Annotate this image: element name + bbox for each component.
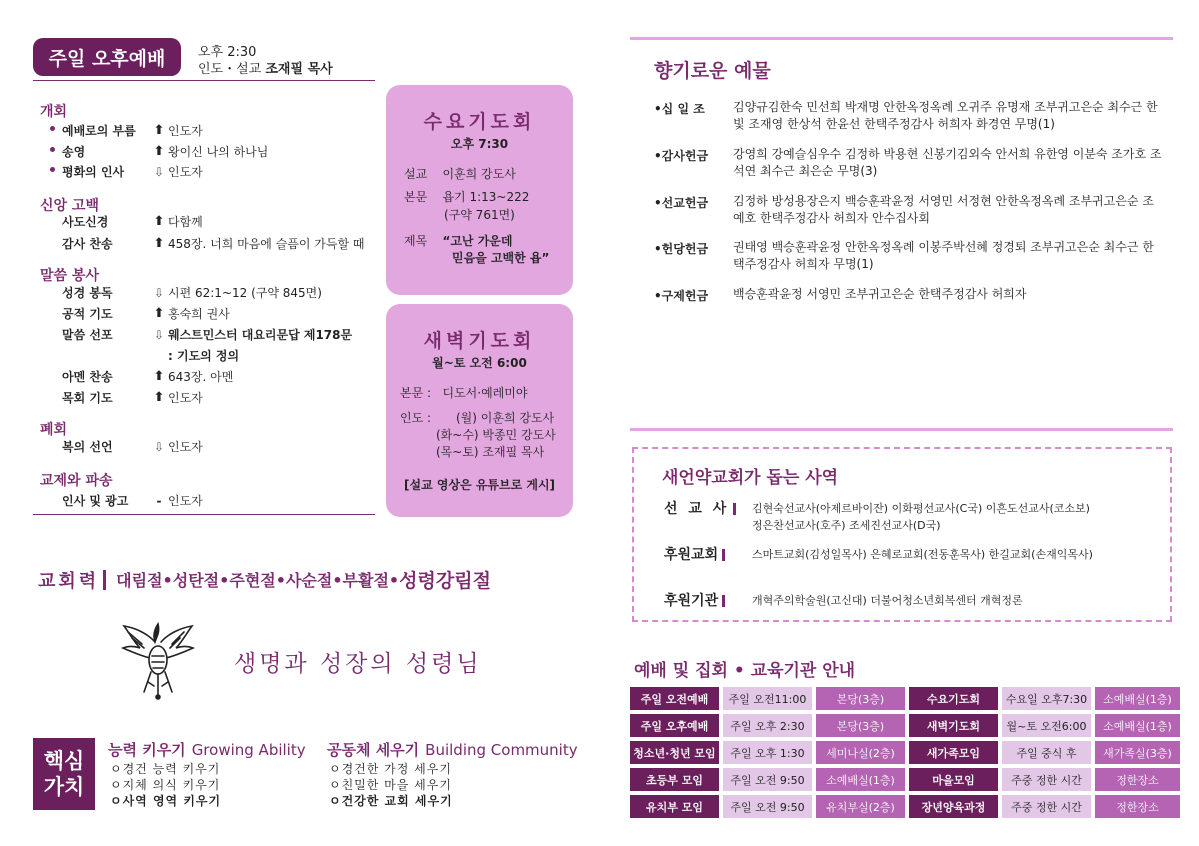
divider-bottom [33,514,375,515]
section-opening: 개회 [40,104,68,120]
dove-icon [120,616,196,702]
core-value-item: ㅇ건강한 교회 세우기 [329,794,453,808]
offering-names: 백승훈곽윤정 서영민 조부귀고은순 한택주정감사 허희자 [733,287,1027,301]
stand-up-icon: ⬆ [153,390,165,405]
schedule-cell: 주일 오전예배 [630,687,719,710]
wednesday-prayer-box [386,85,573,295]
dawn-text: 본문 : 디도서·예레미야 [400,386,528,400]
schedule-cell: 새가족실(3층) [1095,741,1180,764]
bullet-icon [50,167,55,172]
schedule-cell: 주일 오후예배 [630,714,719,737]
sit-down-icon: ⇩ [153,327,165,342]
sit-down-icon: ⇩ [153,164,165,179]
ministry-label: 후원기관 [664,590,725,610]
stand-up-icon: ⬆ [153,369,165,384]
wednesday-theme-2: 믿음을 고백한 욥” [452,251,550,265]
schedule-cell: 소예배실(1층) [816,768,905,791]
church-calendar [38,566,491,593]
stand-up-icon: ⬆ [153,144,165,159]
dawn-leader: (목~토) 조재필 목사 [436,445,545,459]
offering-label: •감사헌금 [654,149,709,163]
schedule-cell: 소예배실(1층) [1095,687,1180,710]
ministry-names: 스마트교회(김성일목사) 은혜로교회(전동훈목사) 한길교회(손재익목사) [752,548,1093,561]
schedule-cell: 주일 오후 2:30 [723,714,812,737]
schedule-cell: 주중 정한 시간 [1002,795,1091,818]
schedule-cell: 세미나실(2층) [816,741,905,764]
offerings-divider [630,37,1173,40]
schedule-cell: 마을모임 [909,768,998,791]
schedule-cell: 유치부실(2층) [816,795,905,818]
dawn-leader: (월) 이훈희 강도사 [456,411,555,425]
wednesday-text: 본문 욥기 1:13~222 [404,190,530,204]
offering-label: •헌당헌금 [654,242,709,256]
core-value-ability-title: 능력 키우기 Growing Ability [108,741,306,759]
wednesday-preacher: 설교 이훈희 강도사 [404,167,516,181]
wednesday-theme: 제목 “고난 가운데 [404,234,513,248]
dash-marker: - [156,493,162,508]
schedule-cell: 청소년·청년 모임 [630,741,719,764]
order-item: 사도신경 ⬆ 다함께 [62,214,203,229]
stand-up-icon: ⬆ [153,306,165,321]
core-value-community-title: 공동체 세우기 Building Community [327,741,578,759]
wednesday-time: 오후 7:30 [450,137,509,151]
schedule-cell: 초등부 모임 [630,768,719,791]
order-item: 아멘 찬송 ⬆ 643장. 아멘 [62,369,234,384]
schedule-cell: 수요기도회 [909,687,998,710]
schedule-cell: 주일 오전 9:50 [723,768,812,791]
stand-up-icon: ⬆ [153,214,165,229]
ministries-divider [630,428,1173,431]
ministry-label: 후원교회 [664,544,725,564]
order-item: 평화의 인사 ⇩ 인도자 [62,163,203,180]
order-item: 감사 찬송 ⬆ 458장. 너희 마음에 슬픔이 가득할 때 [62,236,365,251]
schedule-cell: 장년양육과정 [909,795,998,818]
dawn-time: 월~토 오전 6:00 [432,356,527,370]
offering-label: •구제헌금 [654,289,709,303]
section-closing: 폐회 [40,422,68,438]
sunday-afternoon-title: 주일 오후예배 [33,38,181,76]
schedule-cell: 유치부 모임 [630,795,719,818]
core-value-item: ㅇ친밀한 마을 세우기 [329,778,452,792]
order-item: 송영 ⬆ 왕이신 나의 하나님 [62,143,268,160]
calendar-caption: 생명과 성장의 성령님 [234,651,482,677]
core-value-item: ㅇ경건한 가정 세우기 [329,762,452,776]
sunday-afternoon-info [198,44,333,78]
calendar-seasons: 대림절•성탄절•주현절•사순절•부활절• [116,571,400,590]
order-item: 예배로의 부름 ⬆ 인도자 [62,122,203,139]
order-item: 공적 기도 ⬆ 홍숙희 권사 [62,306,230,321]
bullet-icon [50,147,55,152]
dawn-notice: [설교 영상은 유튜브로 게시] [404,478,556,492]
schedule-cell: 정한장소 [1095,768,1180,791]
schedule-cell: 주일 오전11:00 [723,687,812,710]
schedule-cell: 새벽기도회 [909,714,998,737]
stand-up-icon: ⬆ [153,236,165,251]
offering-names: 김양규김한숙 민선희 박재명 안한옥정옥례 오귀주 유명재 조부귀고은순 최수근 한빛 조재영 한상석 한윤선 한택주정감사 허희자 화경연 무명(1) [733,100,1158,131]
ministry-label: 선 교 사 [664,498,736,518]
calendar-current-season: 성령강림절 [399,570,491,592]
section-confession: 신앙 고백 [40,198,99,214]
schedule-cell: 주중 정한 시간 [1002,768,1091,791]
schedule-cell: 정한장소 [1095,795,1180,818]
schedule-cell: 수요일 오후7:30 [1002,687,1091,710]
schedule-cell: 주일 오후 1:30 [723,741,812,764]
schedule-table [630,687,1177,818]
calendar-divider [103,570,106,590]
offering-names: 김정하 방성용장은지 백승훈곽윤정 서영민 서정현 안한옥정옥례 조부귀고은순 조예호 한택주정감사 허희자 안수집사회 [733,194,1154,225]
schedule-cell: 새가족모임 [909,741,998,764]
schedule-cell: 월~토 오전6:00 [1002,714,1091,737]
dawn-prayer-box [386,304,573,517]
dawn-leader: (화~수) 박종민 강도사 [436,428,556,442]
order-item: 복의 선언 ⇩ 인도자 [62,439,203,454]
bullet-icon [50,126,55,131]
sit-down-icon: ⇩ [153,439,165,454]
sunday-afternoon-leader: 인도・설교 조재필 목사 [198,62,333,77]
offering-label: •십 일 조 [654,102,705,116]
order-item: 목회 기도 ⬆ 인도자 [62,390,203,405]
sit-down-icon: ⇩ [153,285,165,300]
section-word: 말씀 봉사 [40,268,99,284]
order-item: 말씀 선포 ⇩ 웨스트민스터 대요리문답 제178문 [62,327,353,342]
dawn-title: 새벽기도회 [423,330,536,352]
order-item: 인사 및 광고 - 인도자 [62,493,203,508]
schedule-cell: 본당(3층) [816,714,905,737]
stand-up-icon: ⬆ [153,123,165,138]
schedule-cell: 주일 중식 후 [1002,741,1091,764]
sermon-subtitle: : 기도의 정의 [168,349,240,363]
ministry-names: 개혁주의학술원(고신대) 더불어청소년회복센터 개혁정론 [752,594,1023,607]
core-value-item: ㅇ지체 의식 키우기 [110,778,221,792]
ministry-names: 김현숙선교사(아제르바이잔) 이화평선교사(C국) 이흔도선교사(코소보) 정은찬선교사(호주) 조세진선교사(D국) [752,502,1090,532]
ministries-title: 새언약교회가 돕는 사역 [662,468,839,488]
calendar-label: 교회력 [38,570,100,592]
divider-top [33,80,375,81]
schedule-title: 예배 및 집회 • 교육기관 안내 [634,661,856,681]
sunday-afternoon-time: 오후 2:30 [198,45,257,60]
core-value-item: ㅇ경건 능력 키우기 [110,762,221,776]
schedule-cell: 소예배실(1층) [1095,714,1180,737]
offering-names: 강영희 강예슬심우수 김정하 박용현 신봉기김외숙 안서희 유한영 이분숙 조가호 조석연 최수근 최은순 무명(3) [733,147,1162,178]
dawn-leader-label: 인도 : [400,411,432,425]
section-fellowship: 교제와 파송 [40,473,113,489]
offerings-title: 향기로운 예물 [654,60,771,82]
schedule-cell: 본당(3층) [816,687,905,710]
offering-label: •선교헌금 [654,196,709,210]
offering-names: 권태영 백승훈곽윤정 안한옥정옥례 이봉주박선혜 정경퇴 조부귀고은순 최수근 한택주정감사 허희자 무명(1) [733,240,1154,271]
wednesday-title: 수요기도회 [423,111,536,133]
order-item: 성경 봉독 ⇩ 시편 62:1~12 (구약 845면) [62,285,322,300]
wednesday-text-page: (구약 761면) [444,208,515,222]
core-value-item: ㅇ사역 영역 키우기 [110,794,222,808]
core-values-badge: 핵심 가치 [33,738,95,810]
schedule-cell: 주일 오전 9:50 [723,795,812,818]
